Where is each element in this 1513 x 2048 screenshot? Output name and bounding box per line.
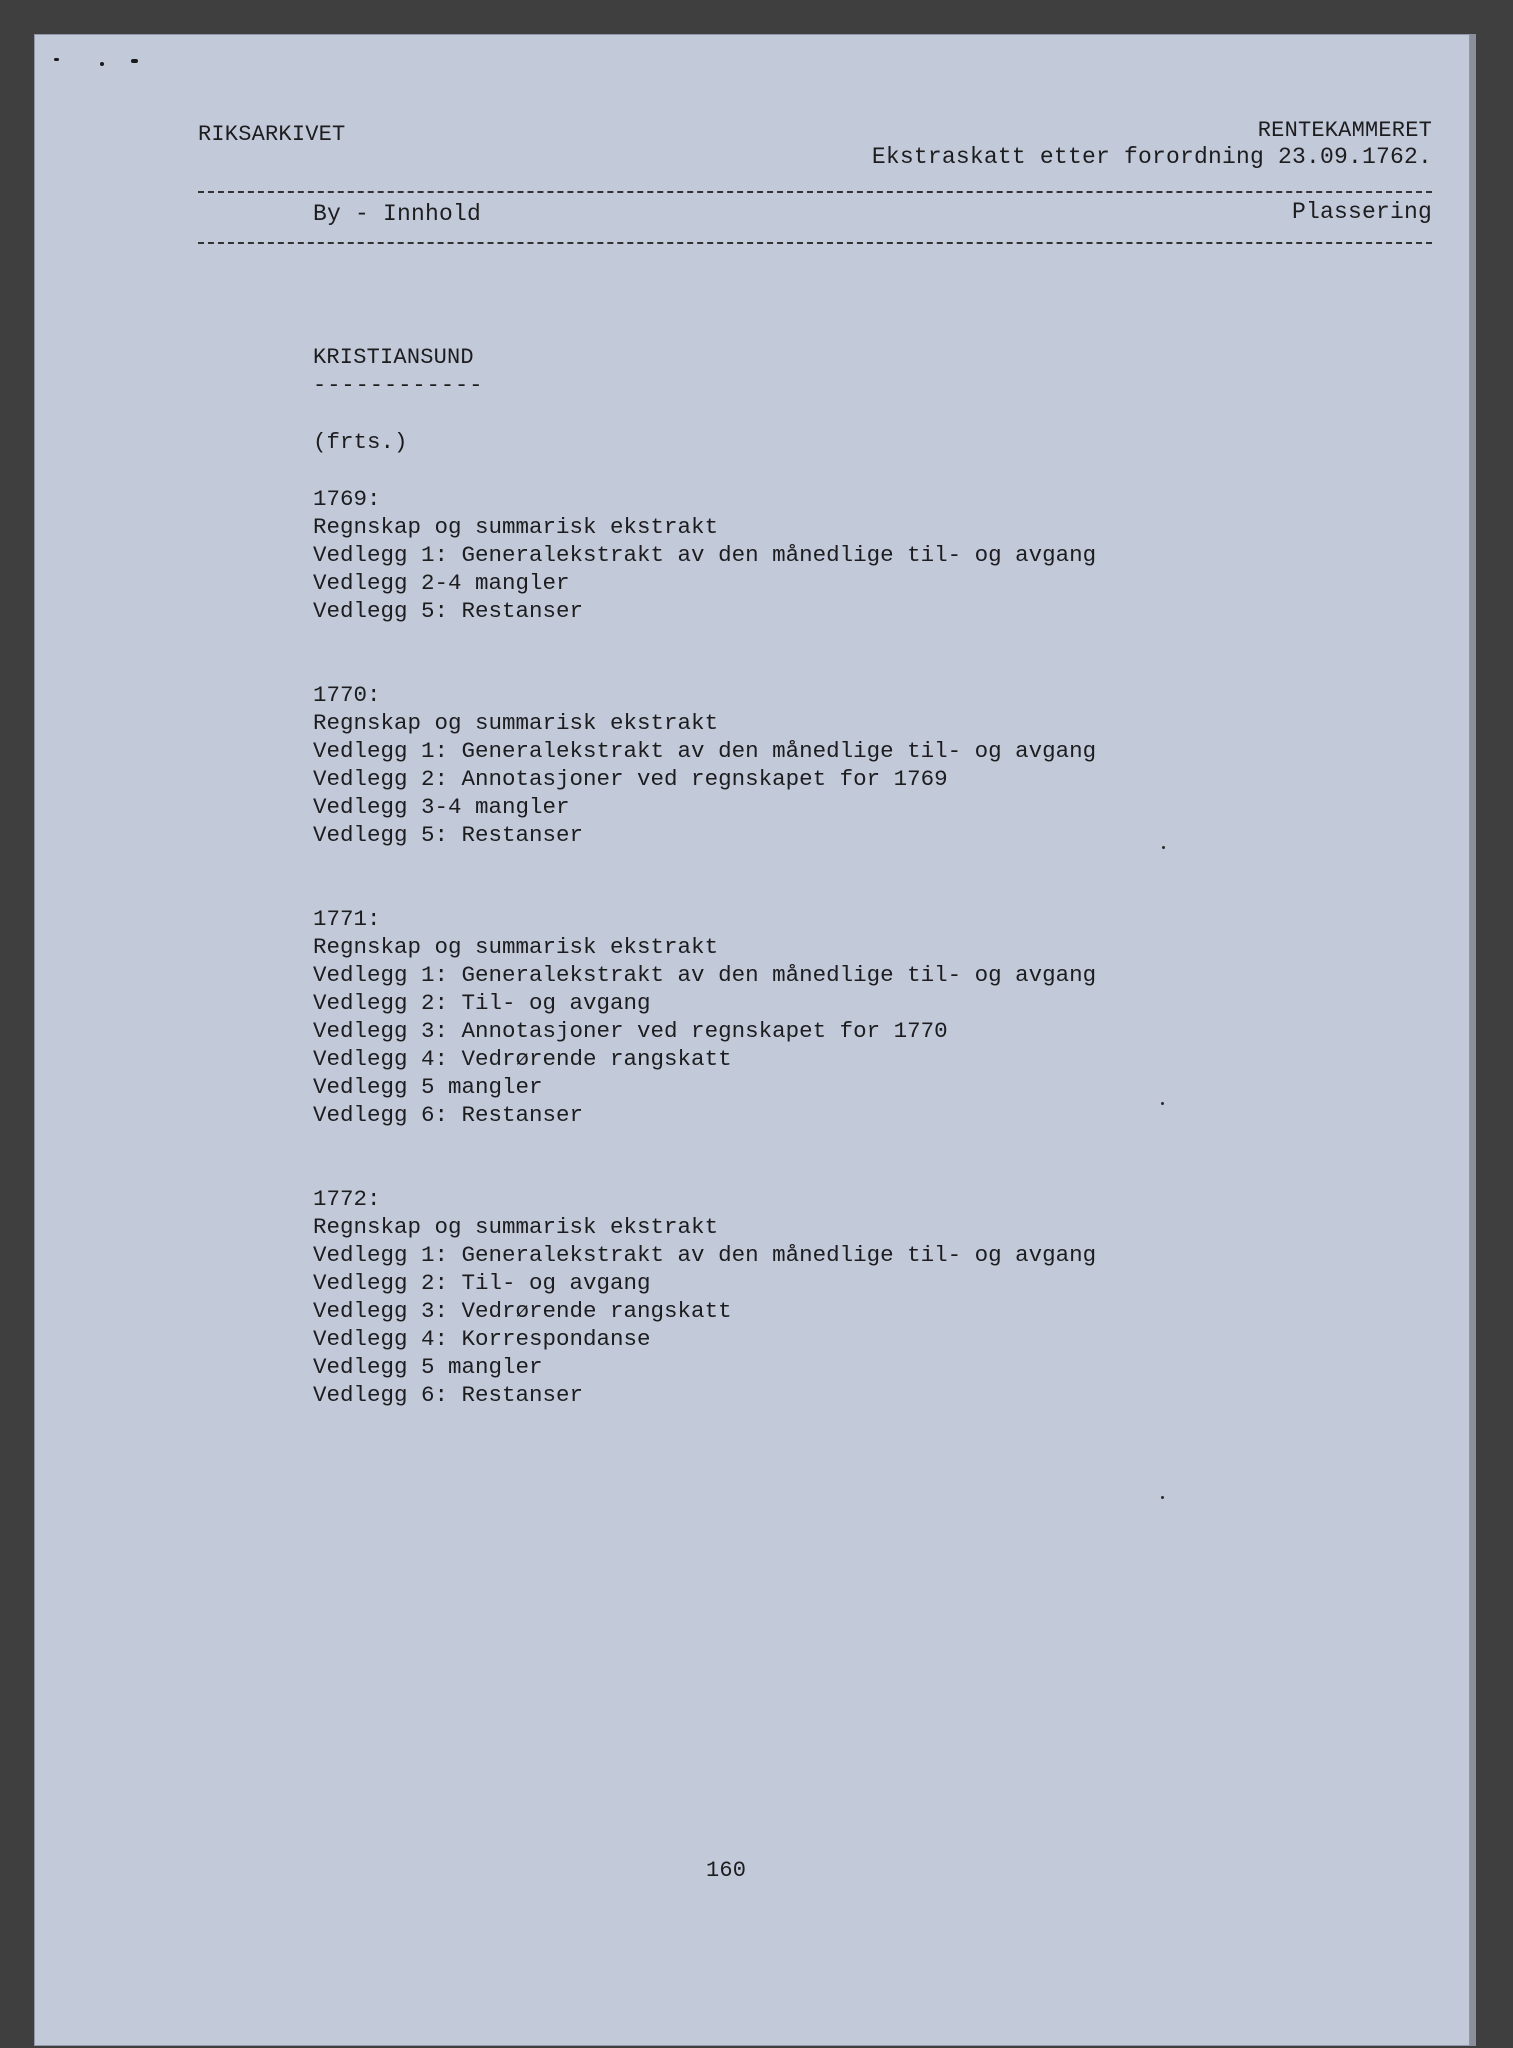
entry-line: Vedlegg 5 mangler xyxy=(313,1074,543,1100)
spacer xyxy=(313,625,1213,681)
year-heading: 1772: xyxy=(313,1186,381,1212)
document-page xyxy=(34,34,1470,2046)
paper-speck xyxy=(1161,1102,1164,1105)
entry-line: Regnskap og summarisk ekstrakt xyxy=(313,710,719,736)
entry-line: Vedlegg 6: Restanser xyxy=(313,1102,584,1128)
entry-line: Vedlegg 6: Restanser xyxy=(313,1382,584,1408)
entry-line: Vedlegg 5: Restanser xyxy=(313,822,584,848)
entry-line: Vedlegg 2: Til- og avgang xyxy=(313,1270,651,1296)
continuation-label: (frts.) xyxy=(313,429,408,455)
entry-line: Vedlegg 1: Generalekstrakt av den månedlige til- og avgang xyxy=(313,738,1097,764)
column-heading-left: By - Innhold xyxy=(313,201,482,227)
entry-line: Regnskap og summarisk ekstrakt xyxy=(313,1214,719,1240)
ink-mark-2 xyxy=(100,62,104,66)
entry-line: Vedlegg 2: Til- og avgang xyxy=(313,990,651,1016)
spacer xyxy=(313,1129,1213,1185)
entry-line: Vedlegg 1: Generalekstrakt av den månedlige til- og avgang xyxy=(313,1242,1097,1268)
entry-line: Vedlegg 4: Korrespondanse xyxy=(313,1326,651,1352)
paper-speck xyxy=(1161,1496,1164,1499)
entry-line: Vedlegg 5: Restanser xyxy=(313,598,584,624)
year-heading: 1770: xyxy=(313,682,381,708)
entry-line: Vedlegg 5 mangler xyxy=(313,1354,543,1380)
entry-line: Vedlegg 2-4 mangler xyxy=(313,570,570,596)
year-heading: 1771: xyxy=(313,906,381,932)
entry-line: Regnskap og summarisk ekstrakt xyxy=(313,934,719,960)
entry-line: Vedlegg 2: Annotasjoner ved regnskapet for 1769 xyxy=(313,766,948,792)
section-underline: ------------ xyxy=(313,373,484,398)
entry-line: Vedlegg 1: Generalekstrakt av den månedlige til- og avgang xyxy=(313,542,1097,568)
document-subtitle: Ekstraskatt etter forordning 23.09.1762. xyxy=(871,144,1432,170)
entry-line: Vedlegg 4: Vedrørende rangskatt xyxy=(313,1046,732,1072)
entry-line: Regnskap og summarisk ekstrakt xyxy=(313,514,719,540)
page-number: 160 xyxy=(706,1858,747,1883)
paper-speck xyxy=(1162,846,1165,849)
ink-mark-1 xyxy=(54,58,59,61)
content-block xyxy=(313,428,1213,1409)
column-heading-right: Plassering xyxy=(1291,199,1432,225)
ink-mark-3 xyxy=(131,59,138,63)
year-heading: 1769: xyxy=(313,486,381,512)
spacer xyxy=(313,456,1213,485)
collection-name: RENTEKAMMERET xyxy=(1257,118,1432,143)
section-title: KRISTIANSUND xyxy=(313,345,474,370)
entry-line: Vedlegg 3: Annotasjoner ved regnskapet for 1770 xyxy=(313,1018,948,1044)
top-divider xyxy=(198,191,1432,193)
archive-name: RIKSARKIVET xyxy=(198,122,346,147)
entry-line: Vedlegg 1: Generalekstrakt av den månedlige til- og avgang xyxy=(313,962,1097,988)
entry-line: Vedlegg 3-4 mangler xyxy=(313,794,570,820)
spacer xyxy=(313,849,1213,905)
entry-line: Vedlegg 3: Vedrørende rangskatt xyxy=(313,1298,732,1324)
bottom-divider xyxy=(198,242,1432,244)
